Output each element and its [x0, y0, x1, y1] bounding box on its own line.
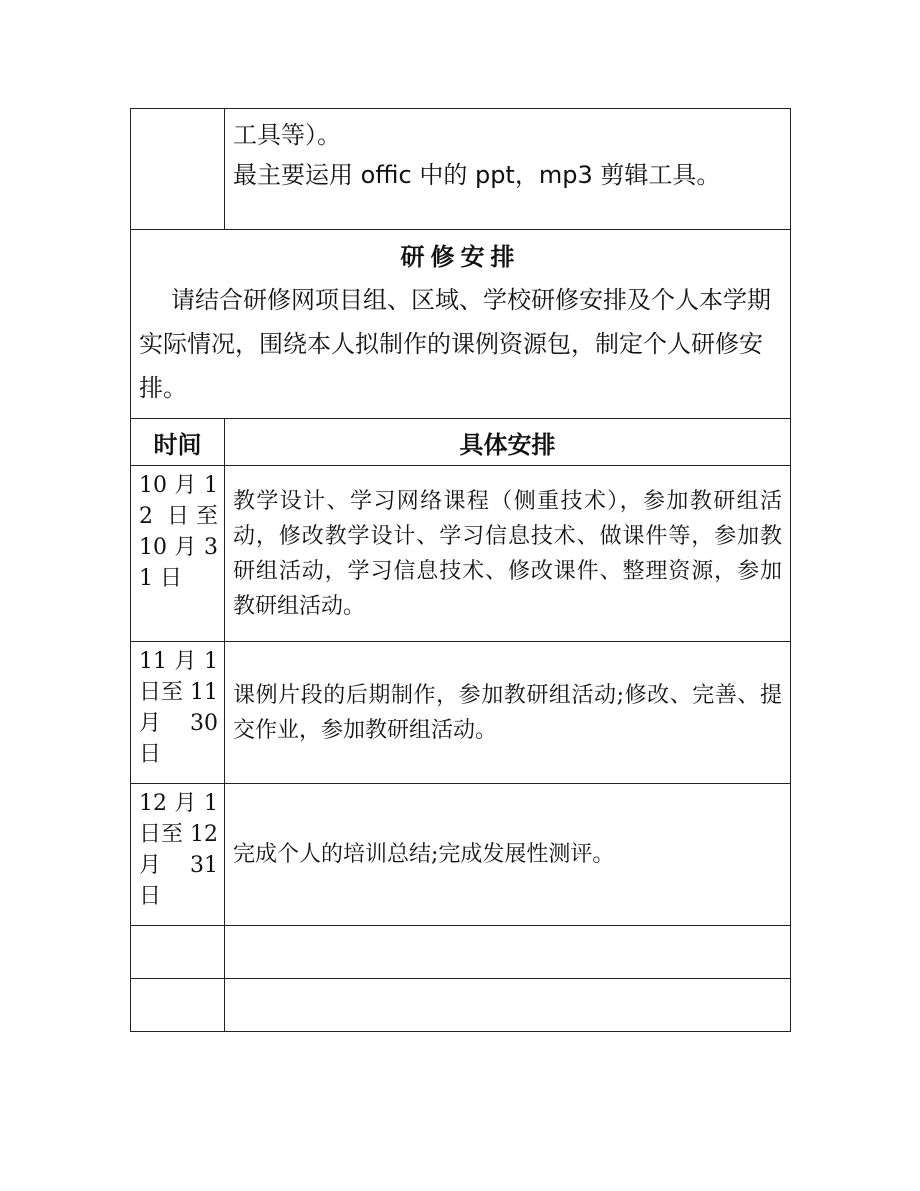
- schedule-time: 12 月 1 日至 12 月 31 日: [131, 784, 225, 926]
- tools-row: [131, 109, 791, 230]
- schedule-time: [131, 979, 225, 1032]
- plan-description: 请结合研修网项目组、区域、学校研修安排及个人本学期实际情况，围绕本人拟制作的课例资源包，制定个人研修安排。: [139, 286, 771, 402]
- schedule-header-row: [131, 419, 791, 466]
- schedule-detail: [225, 926, 791, 979]
- tools-label-cell: [131, 109, 225, 230]
- plan-section-row: [131, 230, 791, 419]
- schedule-time: 11 月 1 日至 11 月 30 日: [131, 642, 225, 784]
- schedule-row: [131, 642, 791, 784]
- schedule-detail: 课例片段的后期制作，参加教研组活动;修改、完善、提交作业，参加教研组活动。: [225, 642, 791, 784]
- header-detail: 具体安排: [225, 419, 791, 466]
- schedule-detail: [225, 979, 791, 1032]
- schedule-row: [131, 784, 791, 926]
- plan-title: 研修安排: [400, 243, 521, 271]
- schedule-detail: 教学设计、学习网络课程（侧重技术），参加教研组活动，修改教学设计、学习信息技术、做课件等，参加教研组活动，学习信息技术、修改课件、整理资源，参加教研组活动。: [225, 466, 791, 642]
- plan-section-cell: [131, 230, 791, 419]
- tools-text-line-2: 最主要运用 offic 中的 ppt，mp3 剪辑工具。: [233, 161, 721, 189]
- schedule-detail: 完成个人的培训总结;完成发展性测评。: [225, 784, 791, 926]
- schedule-time: [131, 926, 225, 979]
- header-time: 时间: [131, 419, 225, 466]
- schedule-row-empty: [131, 926, 791, 979]
- schedule-row: [131, 466, 791, 642]
- study-plan-table: [130, 108, 791, 1032]
- schedule-row-empty: [131, 979, 791, 1032]
- tools-text-line-1: 工具等）。: [233, 121, 341, 149]
- tools-content-cell: [225, 109, 791, 230]
- schedule-time: 10 月 12 日至 10 月 31 日: [131, 466, 225, 642]
